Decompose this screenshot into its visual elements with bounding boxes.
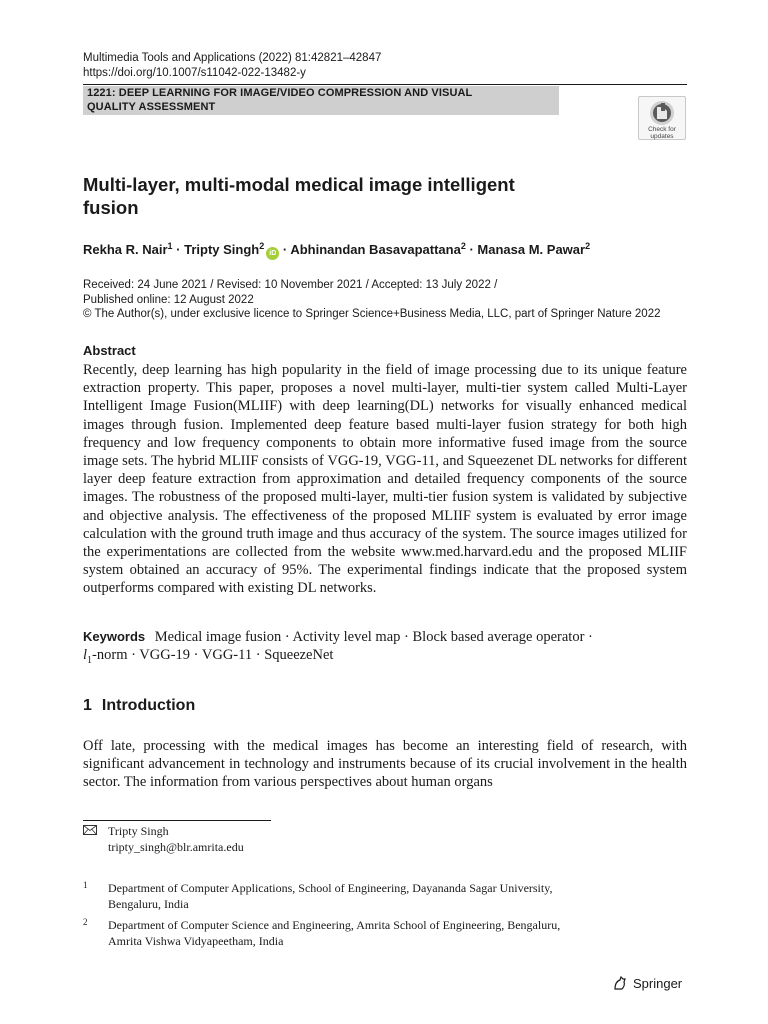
orcid-icon[interactable]: iD [266,247,279,260]
author-list [83,241,590,260]
keyword-item: SqueezeNet [264,647,334,664]
author-separator: · [279,242,291,257]
author-affiliation-mark: 2 [460,241,466,251]
corresponding-author [83,824,483,856]
paper-title-line1: Multi-layer, multi-modal medical image intelligent [83,174,515,195]
author-name[interactable]: Tripty Singh [184,242,260,257]
keyword-item: VGG-11 [201,647,253,664]
section-title: Introduction [101,697,196,714]
author-affiliation-mark: 1 [167,241,173,251]
keyword-item: Medical image fusion [154,629,282,645]
abstract-heading: Abstract [83,343,136,358]
keyword-separator: · [252,647,265,664]
affiliation-text [108,881,678,912]
paper-title-line2: fusion [83,197,139,218]
publisher-name: Springer [633,976,683,991]
keyword-separator: · [400,629,413,645]
affiliation [83,918,683,950]
section-heading-introduction [83,697,195,715]
section-banner-line2: QUALITY ASSESSMENT [87,101,216,113]
affiliation-line: Department of Computer Science and Engineering, Amrita School of Engineering, Bengaluru, [108,918,561,932]
envelope-icon [83,825,97,835]
affiliation-number: 1 [83,880,88,890]
corresponding-author-name: Tripty Singh [108,824,169,838]
author-separator: · [465,242,478,257]
doi-link[interactable]: https://doi.org/10.1007/s11042-022-13482-y [83,67,306,79]
section-banner [83,86,559,115]
author-name[interactable]: Manasa M. Pawar [477,242,586,257]
publication-dates [83,278,703,322]
section-banner-line1: 1221: DEEP LEARNING FOR IMAGE/VIDEO COMPRESSION AND VISUAL [87,87,473,99]
keyword-separator: · [281,629,293,645]
keyword-item: VGG-19 [139,647,191,664]
introduction-text: Off late, processing with the medical images has become an interesting field of research, with significant advancement in technology and instruments because of its crucial involvement in the health sector. The information from various perspectives about human organs [83,738,687,791]
check-for-updates-line2: updates [650,133,674,140]
journal-citation: Multimedia Tools and Applications (2022) 81:42821–42847 [83,52,382,64]
keyword-item: Block based average operator [412,629,585,645]
paper-title [83,173,603,219]
corresponding-author-email[interactable]: tripty_singh@blr.amrita.edu [108,839,244,854]
dates-line2: Published online: 12 August 2022 [83,293,254,306]
affiliation-line: Department of Computer Applications, School of Engineering, Dayananda Sagar University, [108,881,553,895]
author-name[interactable]: Rekha R. Nair [83,242,168,257]
affiliation-text [108,918,678,949]
journal-header [83,51,381,81]
copyright-line: © The Author(s), under exclusive licence to Springer Science+Business Media, LLC, part of Springer Nature 2022 [83,308,661,320]
author-affiliation-mark: 2 [585,241,591,251]
author-name[interactable]: Abhinandan Basavapattana [290,242,461,257]
check-for-updates-line1: Check for [648,126,676,133]
keyword-norm-suffix: -norm [92,647,128,664]
header-rule [83,84,687,85]
check-for-updates-icon [649,100,675,126]
affiliation [83,881,683,913]
keywords-label: Keywords [83,629,146,644]
affiliation-number: 2 [83,917,88,927]
keyword-item: Activity level map [292,629,401,645]
dates-line1: Received: 24 June 2021 / Revised: 10 November 2021 / Accepted: 13 July 2022 / [83,279,498,291]
footnote-rule [83,820,271,821]
keyword-separator: · [584,629,593,645]
affiliation-line: Bengaluru, India [108,896,189,911]
keyword-separator: · [127,647,140,664]
keywords [83,628,687,670]
author-affiliation-mark: 2 [259,241,265,251]
abstract-text: Recently, deep learning has high popularity in the field of image processing due to its unique feature extraction property. This paper, proposes a novel multi-layer, multi-tier system called Multi-Layer Intelligent Image Fusion(MLIIF) with deep learning(DL) networks for visually enhanced medical images through fusion. Implemented deep feature based multi-layer fusion strategy for both high frequency and low frequency components to obtain more informative fused image from the source image sets. The hybrid MLIIF consists of VGG-19, VGG-11, and Squeezenet DL networks for different layer deep feature extraction from approximation and detailed frequency components of the source images. The robustness of the proposed multi-layer, multi-tier fusion system is validated by subjective and objective analysis. The effectiveness of the proposed MLIIF system is evaluated by error image calculation with the ground truth image and thus accuracy of the system. The source images utilized for the experimentations are collected from the website www.med.harvard.edu and the proposed MLIIF system obtained an accuracy of 95%. The experimental findings indicate that the proposed system outperforms compared with existing DL networks. [83,362,687,597]
affiliation-line: Amrita Vishwa Vidyapeetham, India [108,933,284,948]
publisher-logo [612,975,682,991]
keyword-norm-subscript: 1 [87,655,93,667]
springer-horse-icon [612,975,628,991]
keyword-separator: · [190,647,202,664]
section-number: 1 [83,697,92,714]
author-separator: · [172,242,185,257]
check-for-updates-badge[interactable] [638,96,686,140]
keyword-norm-symbol: l [83,647,88,664]
